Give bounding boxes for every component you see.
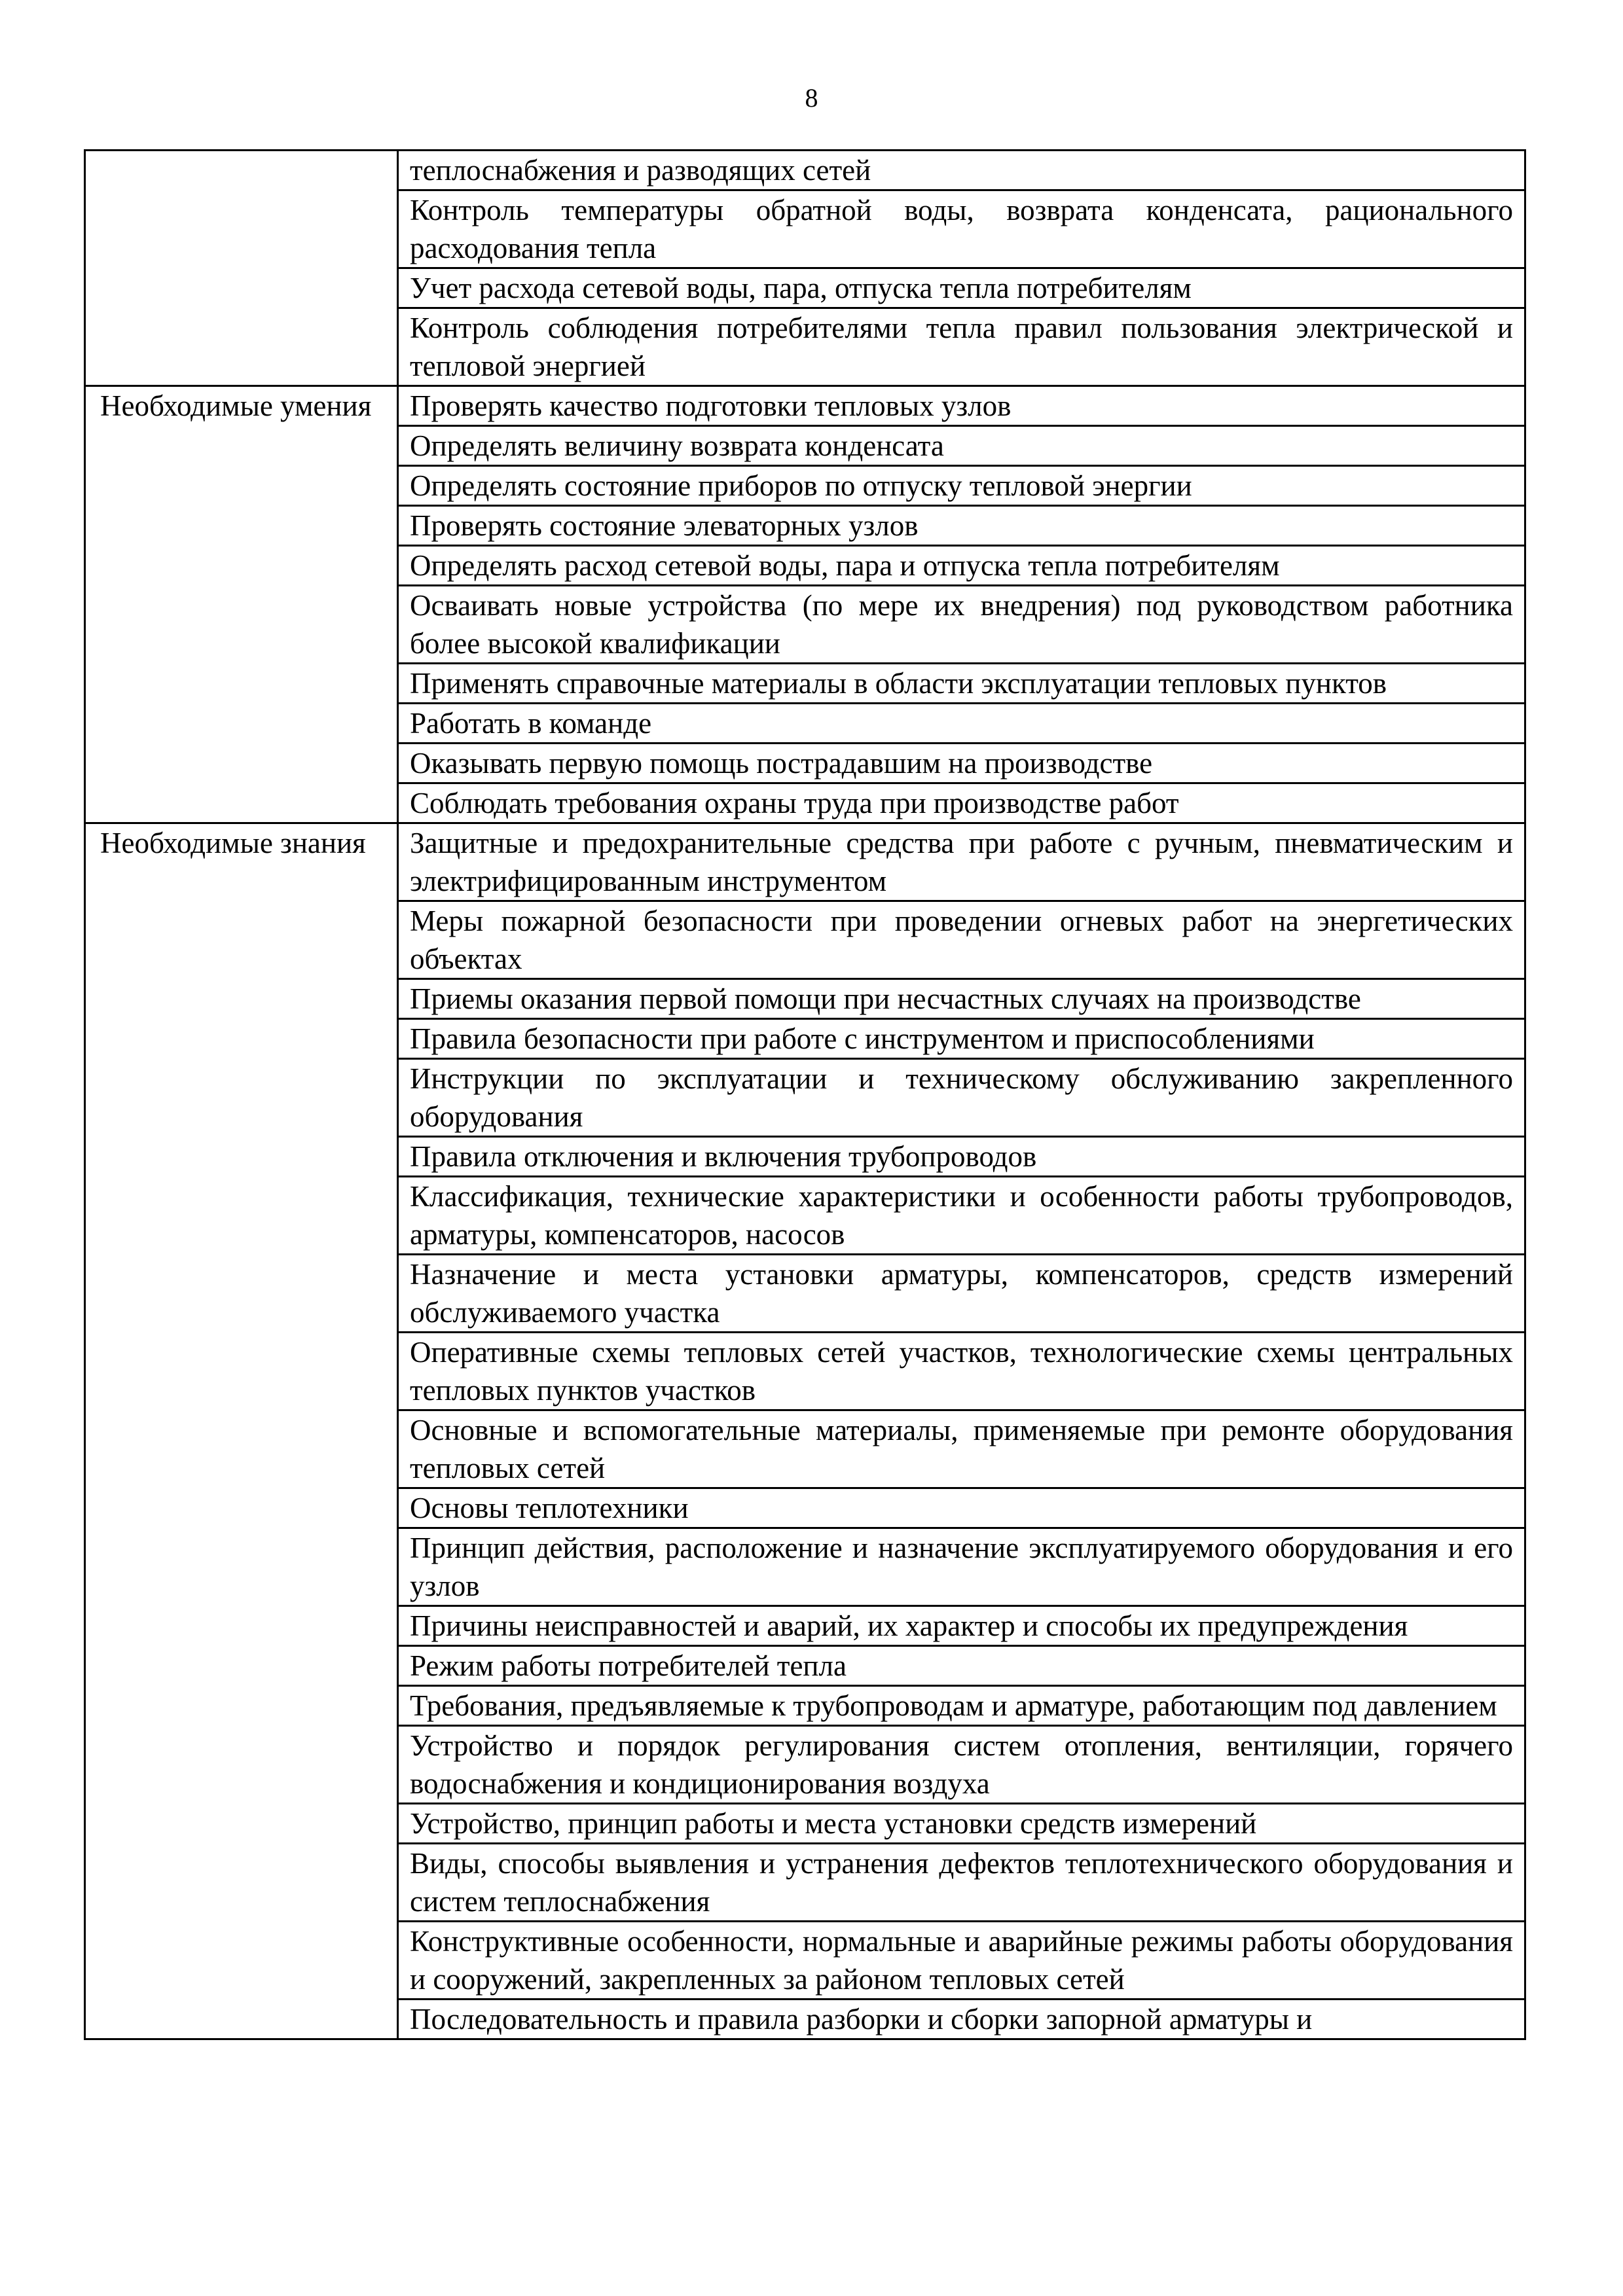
requirement-item: Правила безопасности при работе с инструментом и приспособлениями [398, 1019, 1525, 1059]
requirement-item: Требования, предъявляемые к трубопроводам и арматуре, работающим под давлением [398, 1686, 1525, 1726]
section-label: Необходимые знания [100, 827, 366, 859]
table-row [85, 386, 1525, 426]
requirement-item: Принцип действия, расположение и назначение эксплуатируемого оборудования и его узлов [398, 1528, 1525, 1606]
requirement-item: Меры пожарной безопасности при проведении огневых работ на энергетических объектах [398, 901, 1525, 979]
requirement-item: Применять справочные материалы в области эксплуатации тепловых пунктов [398, 664, 1525, 704]
section-label-cell [85, 823, 398, 2039]
requirement-item: Проверять качество подготовки тепловых узлов [398, 386, 1525, 426]
section-label: Необходимые умения [100, 389, 372, 422]
requirement-item: Классификация, технические характеристики и особенности работы трубопроводов, арматуры, компенсаторов, насосов [398, 1177, 1525, 1255]
requirement-item: Осваивать новые устройства (по мере их внедрения) под руководством работника более высокой квалификации [398, 586, 1525, 664]
requirement-item: Контроль температуры обратной воды, возврата конденсата, рационального расходования тепла [398, 190, 1525, 268]
requirement-item: Инструкции по эксплуатации и техническому обслуживанию закрепленного оборудования [398, 1059, 1525, 1137]
requirement-item: Основные и вспомогательные материалы, применяемые при ремонте оборудования тепловых сетей [398, 1410, 1525, 1488]
requirement-item: Контроль соблюдения потребителями тепла правил пользования электрической и тепловой энергией [398, 308, 1525, 386]
requirement-item: Оперативные схемы тепловых сетей участков, технологические схемы центральных тепловых пунктов участков [398, 1333, 1525, 1410]
requirement-item: Основы теплотехники [398, 1488, 1525, 1528]
requirement-item: Соблюдать требования охраны труда при производстве работ [398, 783, 1525, 823]
section-label-cell [85, 151, 398, 386]
requirement-item: Виды, способы выявления и устранения дефектов теплотехнического оборудования и систем теплоснабжения [398, 1844, 1525, 1922]
requirement-item: Конструктивные особенности, нормальные и аварийные режимы работы оборудования и сооружений, закрепленных за районом тепловых сетей [398, 1922, 1525, 2000]
requirement-item: Правила отключения и включения трубопроводов [398, 1137, 1525, 1177]
requirement-item: Проверять состояние элеваторных узлов [398, 506, 1525, 546]
requirement-item: Учет расхода сетевой воды, пара, отпуска тепла потребителям [398, 268, 1525, 308]
requirement-item: Причины неисправностей и аварий, их характер и способы их предупреждения [398, 1606, 1525, 1646]
table-row [85, 151, 1525, 190]
requirement-item: Последовательность и правила разборки и сборки запорной арматуры и [398, 2000, 1525, 2039]
requirement-item: Определять состояние приборов по отпуску тепловой энергии [398, 466, 1525, 506]
requirement-item: Защитные и предохранительные средства при работе с ручным, пневматическим и электрифицированным инструментом [398, 823, 1525, 901]
page-number: 8 [805, 83, 818, 113]
requirement-item: Работать в команде [398, 704, 1525, 744]
requirement-item: Определять расход сетевой воды, пара и отпуска тепла потребителям [398, 546, 1525, 586]
requirement-item: Устройство и порядок регулирования систем отопления, вентиляции, горячего водоснабжения и кондиционирования воздуха [398, 1726, 1525, 1804]
requirement-item: Оказывать первую помощь пострадавшим на производстве [398, 744, 1525, 783]
requirements-table [84, 149, 1526, 2040]
requirement-item: Назначение и места установки арматуры, компенсаторов, средств измерений обслуживаемого участка [398, 1255, 1525, 1333]
table-row [85, 823, 1525, 901]
requirement-item: Определять величину возврата конденсата [398, 426, 1525, 466]
section-label-cell [85, 386, 398, 823]
table-body [85, 151, 1525, 2039]
requirement-item: Режим работы потребителей тепла [398, 1646, 1525, 1686]
requirement-item: Устройство, принцип работы и места установки средств измерений [398, 1804, 1525, 1844]
requirement-item: теплоснабжения и разводящих сетей [398, 151, 1525, 190]
requirement-item: Приемы оказания первой помощи при несчастных случаях на производстве [398, 979, 1525, 1019]
